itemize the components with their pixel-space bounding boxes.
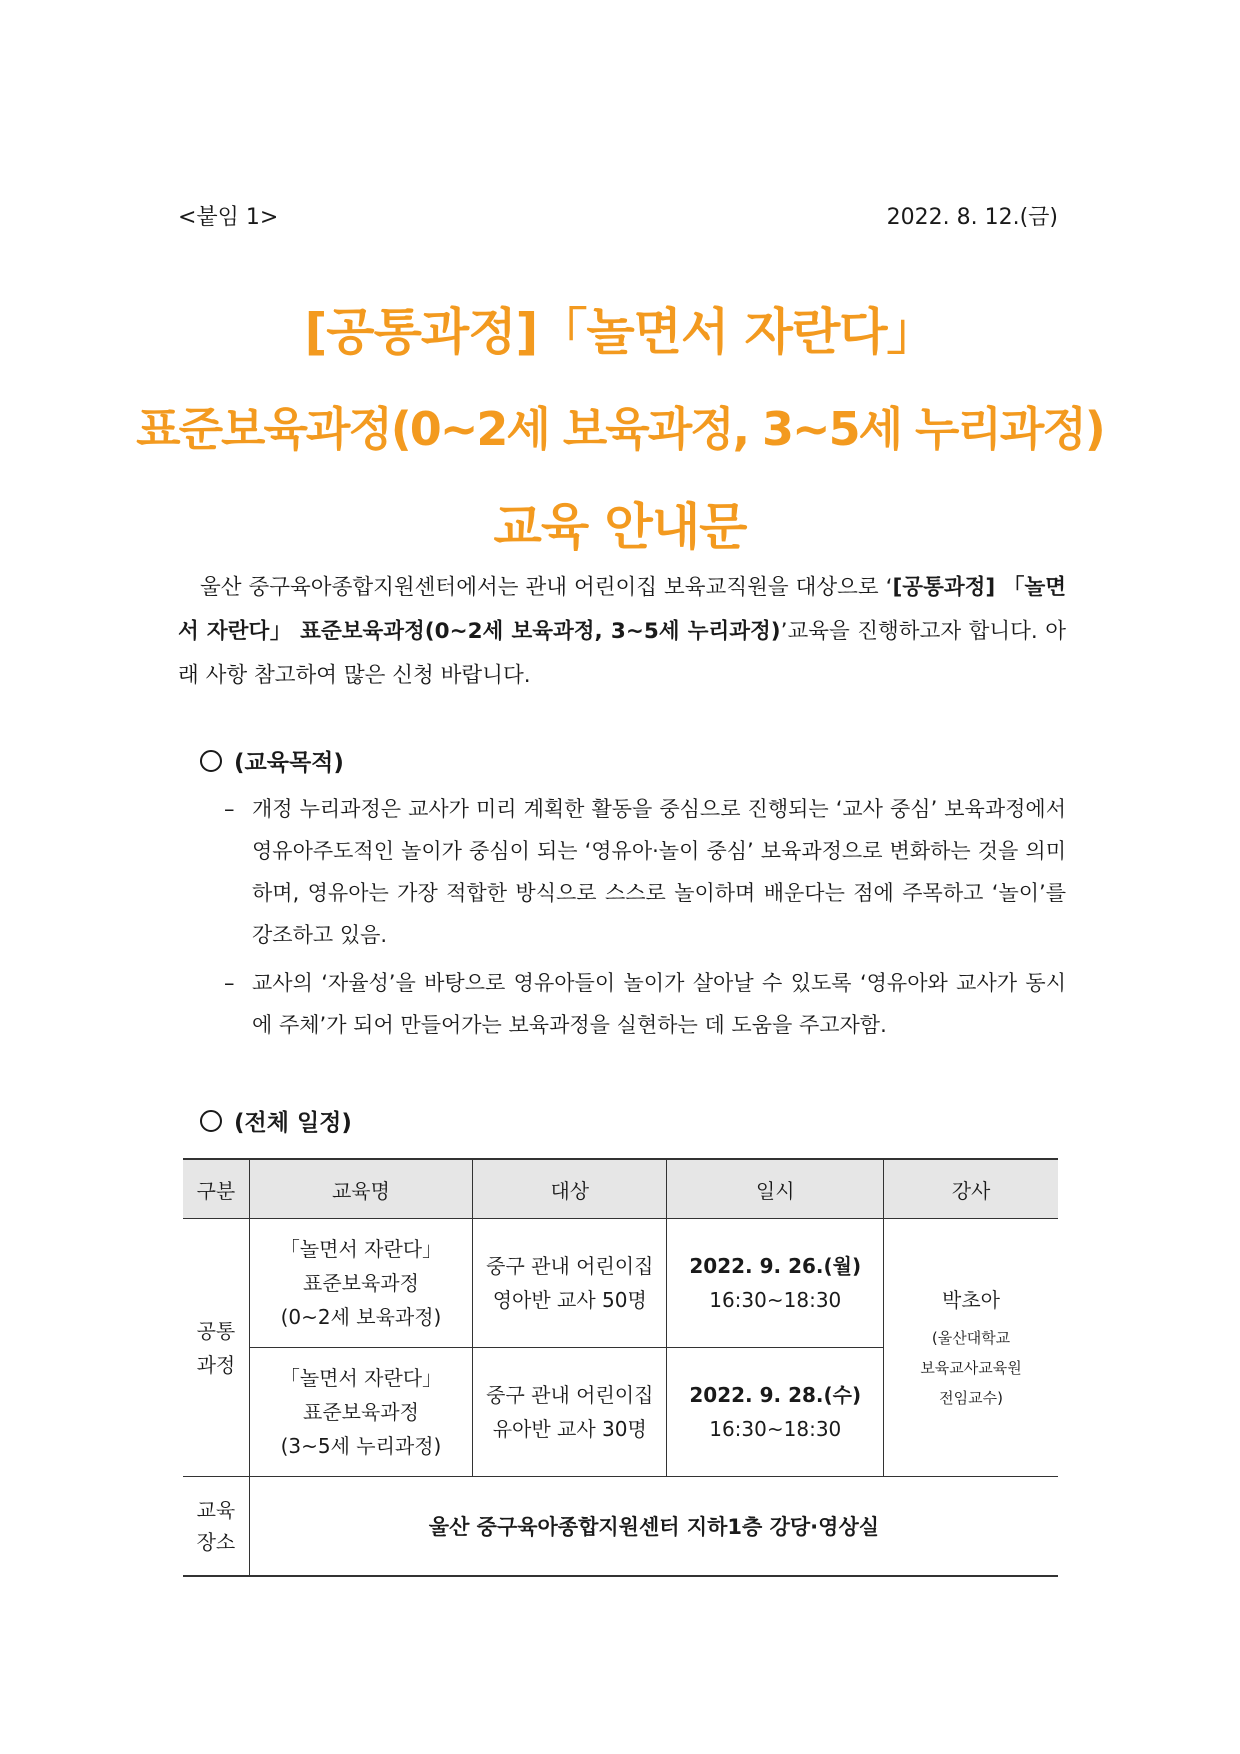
- course-date: 2022. 9. 28.(수): [689, 1383, 862, 1407]
- target-line: 영아반 교사 50명: [492, 1288, 647, 1312]
- intro-text-1: 울산 중구육아종합지원센터에서는 관내 어린이집 보육교직원을 대상으로 ‘: [200, 575, 893, 600]
- circle-bullet-icon: [200, 750, 222, 772]
- place-cell: 울산 중구육아종합지원센터 지하1층 강당·영상실: [249, 1477, 1058, 1577]
- dash-icon: –: [224, 797, 235, 821]
- schedule-heading-text: (전체 일정): [234, 1110, 352, 1136]
- target-cell: [473, 1348, 667, 1477]
- course-time: 16:30~18:30: [709, 1288, 842, 1312]
- intro-course-name: [공통과정] 「놀면서 자란다」 표준보육과정(0~2세 보육과정, 3~5세 누리과정): [178, 575, 1066, 644]
- course-time: 16:30~18:30: [709, 1417, 842, 1441]
- table-row: [183, 1219, 1058, 1348]
- course-date: 2022. 9. 26.(월): [689, 1254, 862, 1278]
- lecturer-cell: [884, 1219, 1058, 1477]
- purpose-item-text: 개정 누리과정은 교사가 미리 계획한 활동을 중심으로 진행되는 ‘교사 중심’ 보육과정에서 영유아주도적인 놀이가 중심이 되는 ‘영유아·놀이 중심’ 보육과정으로 변화하는 것을 의미하며, 영유아는 가장 적합한 방식으로 스스로 놀이하며 배운다는 점에 주목하고 ‘놀이’를 강조하고 있음.: [252, 797, 1066, 947]
- lecturer-affiliation: 전임교수): [939, 1388, 1003, 1407]
- title-line-3: 교육 안내문: [493, 498, 747, 556]
- title-line-2: 표준보육과정(0~2세 보육과정, 3~5세 누리과정): [136, 402, 1104, 456]
- schedule-table: [183, 1158, 1058, 1577]
- intro-paragraph: [178, 566, 1066, 698]
- purpose-item: [224, 962, 1066, 1046]
- table-header-row: [183, 1159, 1058, 1219]
- table-row: [183, 1477, 1058, 1577]
- datetime-cell: [667, 1219, 884, 1348]
- place-label-cell: 교육 장소: [183, 1477, 249, 1577]
- section-purpose-heading: [200, 744, 344, 777]
- column-header-category: 구분: [183, 1159, 249, 1219]
- course-cell: [249, 1348, 472, 1477]
- course-name-line: 표준보육과정: [303, 1271, 419, 1295]
- target-cell: [473, 1219, 667, 1348]
- attachment-label: <붙임 1>: [178, 205, 279, 230]
- target-line: 중구 관내 어린이집: [486, 1254, 654, 1278]
- lecturer-affiliation: (울산대학교: [931, 1328, 1011, 1347]
- dash-icon: –: [224, 971, 235, 995]
- lecturer-affiliation: 보육교사교육원: [920, 1358, 1022, 1377]
- course-name-line: 「놀면서 자란다」: [279, 1366, 443, 1390]
- course-name-line: 표준보육과정: [303, 1400, 419, 1424]
- course-name-line: (3~5세 누리과정): [280, 1434, 442, 1458]
- purpose-heading-text: (교육목적): [234, 750, 344, 776]
- datetime-cell: [667, 1348, 884, 1477]
- target-line: 중구 관내 어린이집: [486, 1383, 654, 1407]
- column-header-lecturer: 강사: [884, 1159, 1058, 1219]
- course-name-line: (0~2세 보육과정): [280, 1305, 442, 1329]
- intro-text-2: ’교육을 진행하고자 합니다. 아래 사항 참고하여 많은 신청 바랍니다.: [178, 619, 1067, 688]
- column-header-course: 교육명: [249, 1159, 472, 1219]
- target-line: 유아반 교사 30명: [492, 1417, 647, 1441]
- course-name-line: 「놀면서 자란다」: [279, 1237, 443, 1261]
- section-schedule-heading: [200, 1104, 352, 1137]
- column-header-target: 대상: [473, 1159, 667, 1219]
- purpose-item: [224, 788, 1066, 956]
- circle-bullet-icon: [200, 1110, 222, 1132]
- purpose-list: [224, 788, 1066, 1052]
- lecturer-name: 박초아: [942, 1287, 1001, 1312]
- title-line-1: [공통과정]「놀면서 자란다」: [304, 303, 936, 361]
- category-cell: 공통 과정: [183, 1219, 249, 1477]
- course-cell: [249, 1219, 472, 1348]
- document-header: [178, 200, 1058, 240]
- column-header-datetime: 일시: [667, 1159, 884, 1219]
- document-date: 2022. 8. 12.(금): [886, 205, 1058, 230]
- purpose-item-text: 교사의 ‘자율성’을 바탕으로 영유아들이 놀이가 살아날 수 있도록 ‘영유아와 교사가 동시에 주체’가 되어 만들어가는 보육과정을 실현하는 데 도움을 주고자함.: [252, 971, 1066, 1037]
